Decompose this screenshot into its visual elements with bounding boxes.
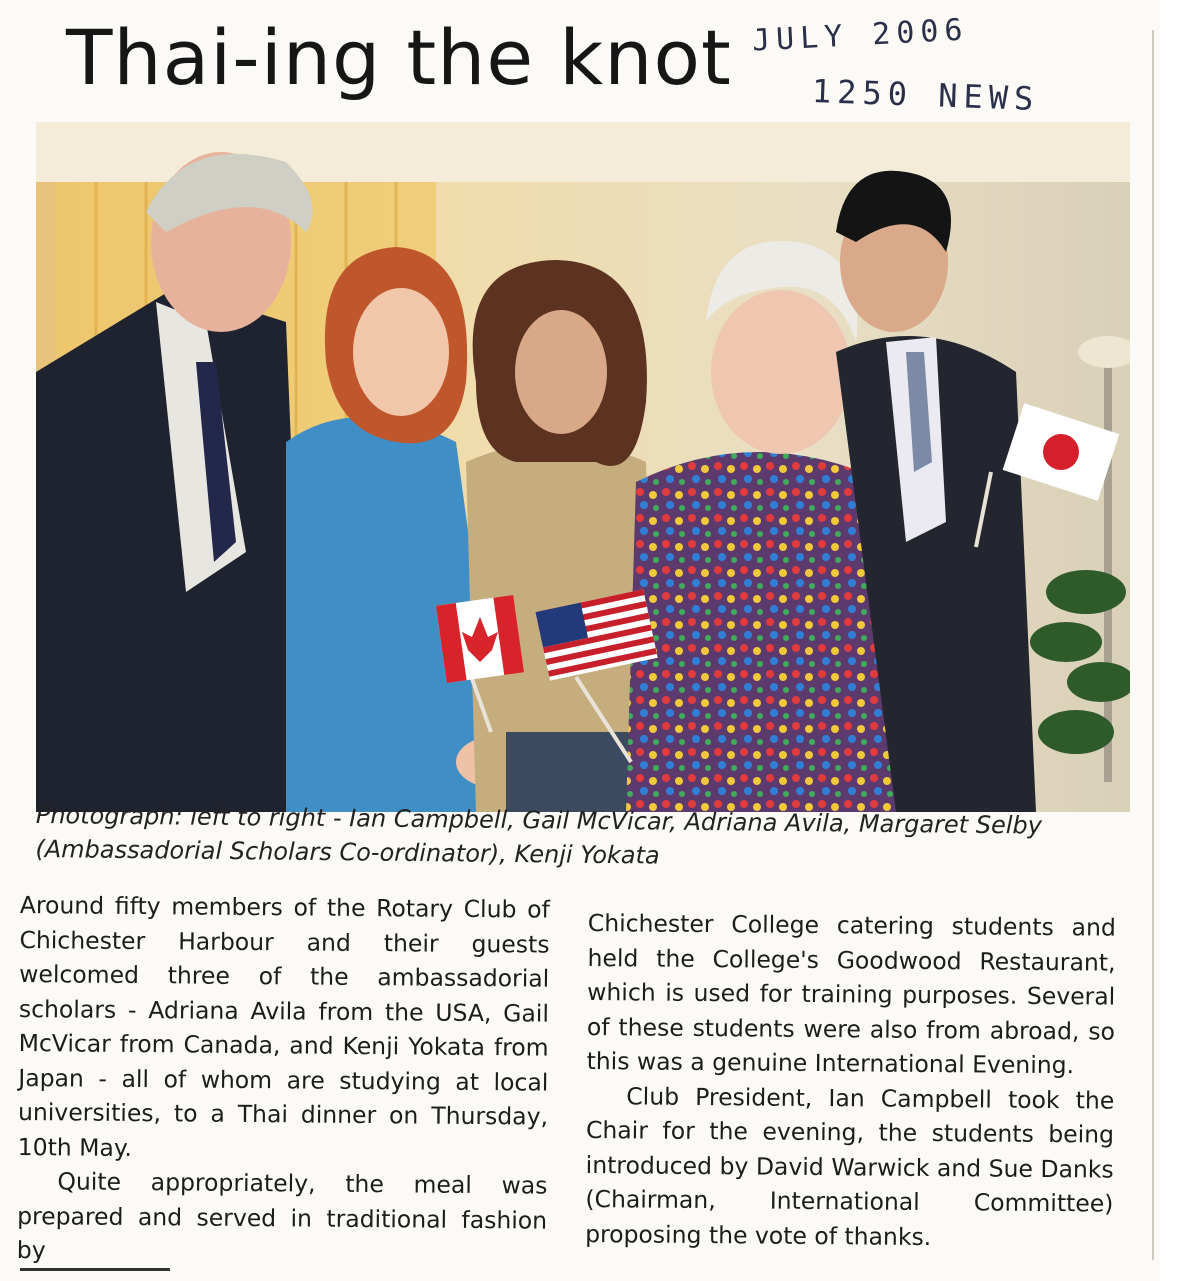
article-paragraph: Club President, Ian Campbell took the Chair for the evening, the students being introduced by David Warwick and Sue Danks (Chairman, International Committee) proposing the vote of thanks. [585, 1081, 1115, 1251]
bottom-rule [20, 1268, 170, 1271]
photo-illustration [36, 122, 1130, 812]
photo-caption: Photograph: left to right - Ian Campbell, Gail McVicar, Adriana Avila, Margaret Selby (Ambassadorial Scholars Co-ordinator), Kenji Yokata [35, 800, 1043, 870]
person-adriana-avila [466, 260, 656, 812]
headline: Thai-ing the knot [66, 13, 732, 102]
article-column-right [585, 906, 1116, 1256]
article-paragraph: Quite appropriately, the meal was prepared and served in traditional fashion by [16, 1167, 548, 1265]
handwritten-source: 1250 NEWS [811, 72, 1040, 118]
clipping-torn-edge [1152, 30, 1160, 1260]
article-paragraph: Chichester College catering students and held the College's Goodwood Restaurant, which is used for training purposes. Several of these students were also from abroad, so this was a genuine International Evening. [586, 908, 1116, 1080]
article-column-left [17, 888, 550, 1272]
handwritten-date: JULY 2006 [751, 12, 970, 59]
group-photograph [36, 122, 1130, 812]
article-paragraph: Around fifty members of the Rotary Club of Chichester Harbour and their guests welcomed three of the ambassadorial scholars - Adriana Avila from the USA, Gail McVicar from Canada, and Kenji Yokata from Japan - all of whom are studying at local universities, to a Thai dinner on Thursday, 10th May. [17, 890, 550, 1162]
